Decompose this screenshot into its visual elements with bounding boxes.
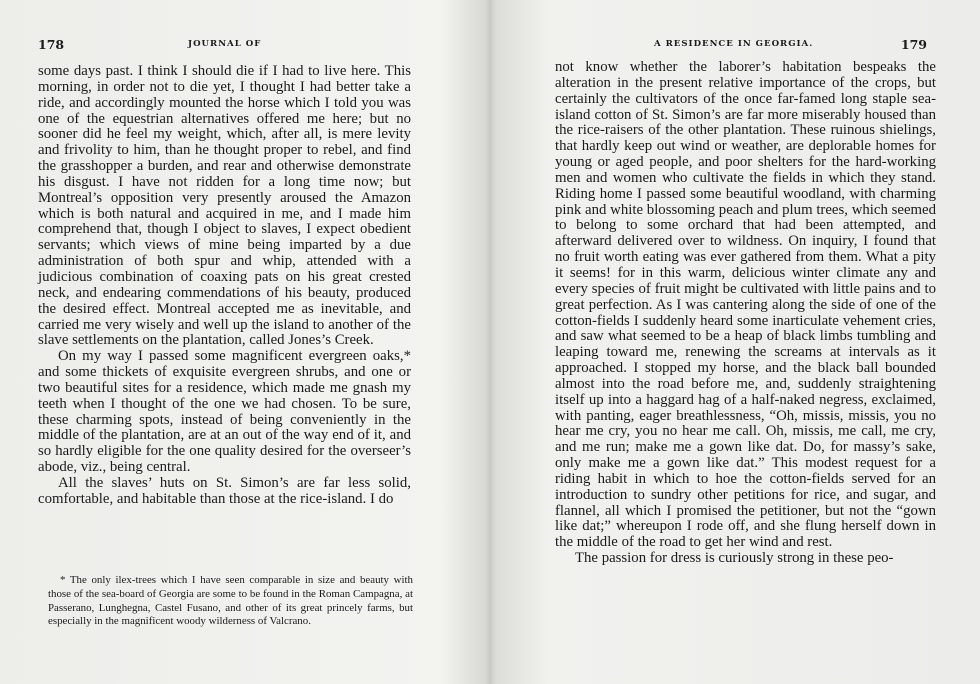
running-head: A RESIDENCE IN GEORGIA. [654, 39, 814, 49]
page-number: 179 [900, 37, 927, 52]
paragraph: All the slaves’ huts on St. Simon’s are far less solid, comfortable, and habitable than those at the rice-island. I do [38, 474, 411, 507]
running-head: JOURNAL OF [188, 39, 262, 49]
paragraph: The passion for dress is curiously strong in these peo- [575, 550, 894, 567]
paragraph: On my way I passed some magnificent evergreen oaks,* and some thickets of exquisite evergreen shrubs, and one or two beautiful sites for a residence, which made me gnash my teeth when I thought of the one we had chosen. To be sure, these charming spots, instead of being conveniently in the middle of the plantation, are at an out of the way end of it, and so hardly eligible for the one quality desired for the overseer’s abode, viz., being central. [38, 348, 411, 476]
paragraph: some days past. I think I should die if I had to live here. This morning, in order not to die yet, I thought I had better take a ride, and accordingly mounted the horse which I told you was one of the equestrian alternatives offered me here; but no sooner did he feel my weight, which, after all, is mere levity and frivolity to him, than he thought proper to rebel, and find the grasshopper a burden, and rear and otherwise demonstrate his disgust. I have not ridden for a long time now; but Montreal’s opposition very presently aroused the Amazon which is both natural and acquired in me, and I made him comprehend that, though I object to slaves, I expect obedient servants; which views of mine being imparted by a due administration of both spur and whip, attended with a judicious combination of coaxing pats on his great crested neck, and endearing commendations of his beauty, produced the desired effect. Montreal accepted me as inevitable, and carried me very wisely and well up the island to another of the slave settlements on the plantation, called Jones’s Creek. [38, 63, 411, 349]
footnote: * The only ilex-trees which I have seen comparable in size and beauty with those of the sea-board of Georgia are some to be found in the Roman Campagna, at Passerano, Lunghegna, Castel Fusano, and other of its great princely farms, but especially in the magnificent woody wilderness of Valcrano. [48, 574, 413, 628]
right-page-header [574, 37, 927, 53]
left-body-text [38, 64, 411, 508]
right-body-text [555, 60, 936, 567]
left-page-header [38, 37, 410, 53]
page-number: 178 [38, 37, 65, 52]
paragraph: not know whether the laborer’s habitation bespeaks the alteration in the present relative importance of the crops, but certainly the cultivators of the once far-famed long staple sea-island cotton of St. Simon’s are far more miserably housed than the rice-raisers of the other plantation. These ruinous shielings, that hardly keep out wind or weather, are deplorable homes for young or aged people, and poor shelters for the hard-working men and women who cultivate the fields in which they stand. Riding home I passed some beautiful woodland, with charming pink and white blossoming peach and plum trees, which seemed to belong to some orchard that had been attempted, and afterward delivered over to wildness. On inquiry, I found that no fruit worth eating was ever gathered from them. What a pity it seems! for in this warm, delicious winter climate any and every species of fruit might be cultivated with little pains and to great perfection. As I was cantering along the side of one of the cotton-fields I suddenly heard some inarticulate vehement cries, and saw what seemed to be a heap of black limbs tumbling and leaping toward me, renewing the screams at intervals as it approached. I stopped my horse, and the black ball bounded almost into the road before me, and, suddenly straightening itself up into a haggard hag of a half-naked negress, exclaimed, with panting, eager breathlessness, “Oh, missis, missis, you no hear me cry, you no hear me call. Oh, missis, me call, me cry, and me run; make me a gown like dat. Do, for massy’s sake, only make me a gown like dat.” This modest request for a riding habit in which to hoe the cotton-fields served for an introduction to sundry other petitions for rice, and sugar, and flannel, all which I promised the petitioner, but not the “gown like dat;” whereupon I rode off, and she flung herself down in the middle of the road to get her wind and rest. [555, 59, 936, 551]
